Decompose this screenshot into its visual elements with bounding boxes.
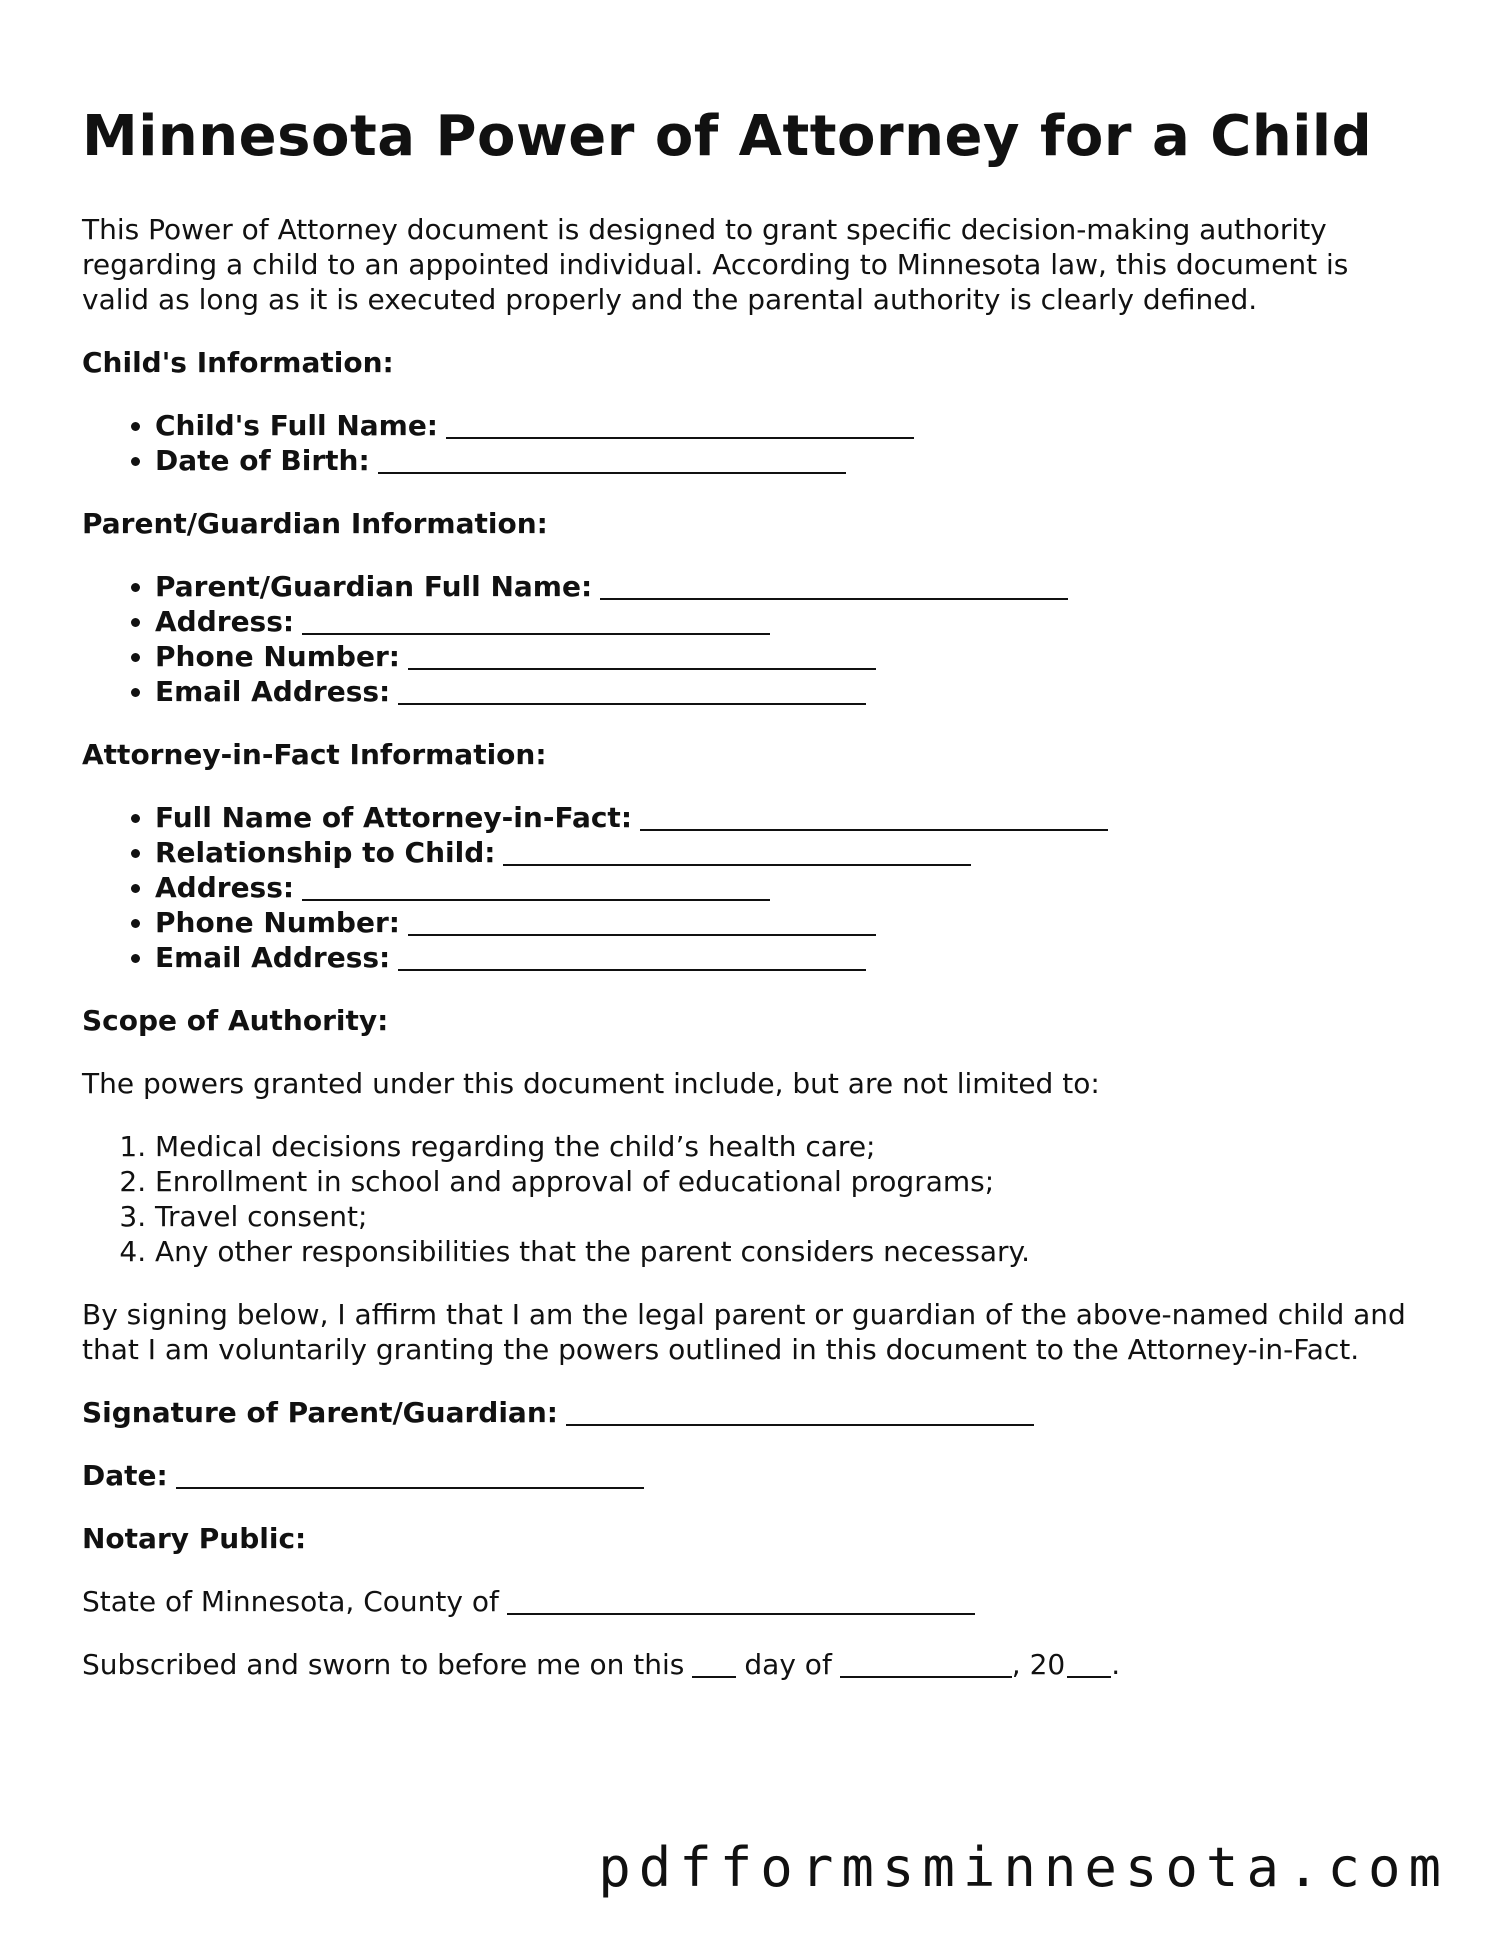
fill-in-blank[interactable] [398,703,866,705]
fill-in-blank[interactable] [600,598,1068,600]
affirmation-paragraph: By signing below, I affirm that I am the legal parent or guardian of the above-named child and that I am voluntarily granting the powers outlined in this document to the Attorney-in-Fact. [82,1298,1406,1366]
fill-in-blank[interactable] [1067,1676,1111,1678]
field-label: Date: [82,1459,168,1492]
field-label: Full Name of Attorney-in-Fact: [155,801,633,834]
child-info-heading: Child's Information: [82,346,394,379]
field-label: Email Address: [155,941,391,974]
scope-heading: Scope of Authority: [82,1004,389,1037]
signature-field [82,1395,1422,1430]
parent-info-list [82,569,1422,709]
fill-in-blank[interactable] [692,1676,736,1678]
attorney-relationship-field [155,835,1422,870]
scope-item: 4. Any other responsibilities that the parent considers necessary. [155,1234,1422,1269]
scope-item: 1. Medical decisions regarding the child’s health care; [155,1129,1422,1164]
field-label: Parent/Guardian Full Name: [155,570,593,603]
scope-item: 2. Enrollment in school and approval of educational programs; [155,1164,1422,1199]
site-watermark: pdfformsminnesota.com [598,1836,1449,1899]
fill-in-blank[interactable] [408,934,876,936]
scope-list [82,1129,1422,1269]
attorney-full-name-field [155,800,1422,835]
notary-heading: Notary Public: [82,1522,307,1555]
field-label: Email Address: [155,675,391,708]
child-dob-field [155,443,1422,478]
scope-item: 3. Travel consent; [155,1199,1422,1234]
field-label: Phone Number: [155,640,400,673]
sworn-prefix: Subscribed and sworn to before me on this [82,1648,685,1681]
parent-phone-field [155,639,1422,674]
fill-in-blank[interactable] [378,472,846,474]
field-label: Date of Birth: [155,444,370,477]
field-label: Child's Full Name: [155,409,439,442]
fill-in-blank[interactable] [398,969,866,971]
fill-in-blank[interactable] [566,1424,1034,1426]
fill-in-blank[interactable] [302,633,770,635]
fill-in-blank[interactable] [408,668,876,670]
sworn-day-label: day of [744,1648,832,1681]
fill-in-blank[interactable] [503,864,971,866]
fill-in-blank[interactable] [840,1676,1012,1678]
attorney-info-heading: Attorney-in-Fact Information: [82,738,547,771]
attorney-phone-field [155,905,1422,940]
fill-in-blank[interactable] [640,829,1108,831]
attorney-address-field [155,870,1422,905]
child-info-list [82,408,1422,478]
sworn-year-label: , 20 [1011,1648,1066,1681]
document-page [82,104,1422,1710]
child-full-name-field [155,408,1422,443]
document-title: Minnesota Power of Attorney for a Child [82,104,1373,169]
fill-in-blank[interactable] [446,437,914,439]
field-label: Address: [155,871,295,904]
notary-sworn-line [82,1647,1422,1682]
attorney-info-list [82,800,1422,975]
fill-in-blank[interactable] [176,1487,644,1489]
intro-paragraph: This Power of Attorney document is designed to grant specific decision-making authority regarding a child to an appointed individual. According to Minnesota law, this document is valid as long as it is executed properly and the parental authority is clearly defined. [82,213,1349,316]
fill-in-blank[interactable] [507,1613,975,1615]
parent-address-field [155,604,1422,639]
parent-full-name-field [155,569,1422,604]
fill-in-blank[interactable] [302,899,770,901]
field-label: Address: [155,605,295,638]
notary-county-line [82,1584,1422,1619]
scope-lead: The powers granted under this document include, but are not limited to: [82,1067,1100,1100]
county-label: State of Minnesota, County of [82,1585,499,1618]
field-label: Phone Number: [155,906,400,939]
field-label: Relationship to Child: [155,836,496,869]
field-label: Signature of Parent/Guardian: [82,1396,558,1429]
sworn-end: . [1111,1648,1121,1681]
parent-info-heading: Parent/Guardian Information: [82,507,548,540]
parent-email-field [155,674,1422,709]
date-field [82,1458,1422,1493]
attorney-email-field [155,940,1422,975]
